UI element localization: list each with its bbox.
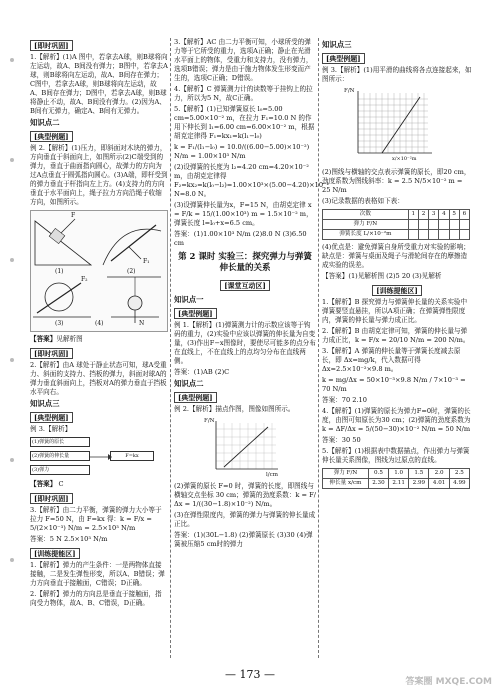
figure-label: (1) xyxy=(55,268,64,275)
paragraph: 4.【解析】C 弹簧测力计的读数等于挂钩上的拉力，所以为5 N，故C正确。 xyxy=(174,85,313,102)
axis-label: F/N xyxy=(344,88,355,94)
grid-graph xyxy=(204,417,284,479)
table-cell: 1 xyxy=(408,210,418,220)
grid-graph-figure xyxy=(344,87,440,165)
flow-box: (3)弹力 xyxy=(30,465,90,475)
table-cell: 0.5 xyxy=(368,469,388,479)
paragraph: 3.【解析】由二力平衡，弹簧的弹力大小等于拉力 F=50 N，由 F=kx 得：k = F/x = 5/(2×10⁻³) N/m = 2.5×10³ N/m xyxy=(30,506,162,532)
section-tag: [典型例题] xyxy=(322,53,365,64)
watermark: 答案圈 MXQE.COM xyxy=(405,677,492,687)
column-divider xyxy=(318,38,319,658)
table-cell: 2.30 xyxy=(368,479,388,489)
table-row xyxy=(323,479,470,489)
flow-box: (2)弹簧的伸长量 xyxy=(30,451,90,461)
paragraph: 5.【解析】(1)已知弹簧原长 l₀=5.00 cm=5.00×10⁻² m，在拉力 F₁=10.0 N 的作用下伸长到 l₁=6.00 cm=6.00×10⁻² m，根据胡克定律得 F₁=kx₁=k(l₁−l₀) xyxy=(174,105,315,140)
table-cell: 2 xyxy=(418,210,428,220)
section-tag: [即时巩固] xyxy=(30,493,73,504)
paragraph: 例 3.【解析】 xyxy=(30,425,72,433)
binding-holes xyxy=(6,40,18,660)
paragraph: 4.【解析】(1)弹簧的原长为弹力F=0时，弹簧的长度，由图可知原长为30 cm；(2)弹簧的劲度系数为 k = ΔF/Δx = 5/(50−30)×10⁻² N/m = 50 N/m xyxy=(322,407,471,433)
paragraph: 3.【解析】A 弹簧的伸长量等于弹簧长度减去原长，即 Δx=mg/k，代入数据可得 Δx=2.5×10⁻²×9.8 m。 xyxy=(322,347,461,373)
column-divider xyxy=(170,38,171,658)
section-tag: [课堂互动区] xyxy=(220,280,270,291)
data-table xyxy=(322,468,470,489)
table-cell: 弹簧长度 L/×10⁻²m xyxy=(323,230,409,240)
table-cell: 6 xyxy=(459,210,469,220)
figure-label: F₂ xyxy=(81,276,88,283)
paragraph: 例 3.【解析】(1)用平滑的曲线将各点连接起来，如图所示： xyxy=(322,66,472,83)
section-heading: 知识点三 xyxy=(322,40,352,49)
table-cell: 弹力 F/N xyxy=(323,469,369,479)
answer-line: 答案：(1)(30L−1.8) (2)弹簧原长 (3)30 (4)弹簧被压缩5 cm时的弹力 xyxy=(174,531,313,548)
table-cell: 1.0 xyxy=(389,469,409,479)
figure-label: F xyxy=(71,212,76,219)
paragraph: 1.【解析】(1)A 图中，若拿去A球，则B球将向左运动，故A、B间没有弹力；B图中，若拿去A球，则B球将向左运动，故A、B间存在弹力；C图中，若拿去A球，则B球将向左运动，故A、B间存在弹力；D图中，若拿去A球，则B球将静止不动，故A、B间没有弹力。(2)因为A、B间有无弹力，确定A、B间有无弹力。 xyxy=(30,53,168,115)
section-tag: [训练提能区] xyxy=(30,548,80,559)
data-table xyxy=(322,209,470,240)
grid-graph xyxy=(344,87,440,165)
section-tag: [典型例题] xyxy=(30,412,73,423)
section-tag: [典型例题] xyxy=(174,308,217,319)
table-cell: 2.5 xyxy=(449,469,469,479)
table-row xyxy=(323,469,470,479)
figure-label: (2) xyxy=(127,268,136,275)
force-diagram-figure xyxy=(30,210,168,332)
answer-line: 【答案】 C xyxy=(30,480,64,488)
flow-box: (1)弹簧的原长 xyxy=(30,437,90,447)
column-middle xyxy=(174,38,330,551)
axis-label: F/N xyxy=(204,418,215,424)
section-tag: [典型例题] xyxy=(174,392,217,403)
table-cell: 1.5 xyxy=(409,469,429,479)
paragraph: 3.【解析】AC 由二力平衡可知，小球所受的弹力等于它所受的重力，选项A正确；静止在光滑水平面上的物体，受重力和支持力，没有弹力，选项B错误；弹力是由于施力物体发生形变而产生的，选项C正确；D错误。 xyxy=(174,38,313,82)
table-cell: 3 xyxy=(429,210,439,220)
section-heading: 知识点三 xyxy=(30,399,60,408)
paragraph: (4)优点是：避免弹簧自身所受重力对实验的影响；缺点是：弹簧与桌面及绳子与滑轮间存在的摩擦造成实验的误差。 xyxy=(322,243,470,269)
paragraph: 例 2.【解析】描点作图，图像如图所示。 xyxy=(174,405,295,413)
table-cell: 4.99 xyxy=(449,479,469,489)
table-cell: 2.0 xyxy=(429,469,449,479)
figure-label: (3) xyxy=(55,320,64,327)
table-cell: 4 xyxy=(439,210,449,220)
formula: k = F₁/(l₁−l₀) = 10.0/((6.00−5.00)×10⁻²) N/m = 1.00×10³ N/m xyxy=(174,143,310,160)
paragraph: 1.【解析】B 探究弹力与弹簧伸长量的关系实验中弹簧要竖直悬挂，所以A项正确；在弹簧弹性限度内，弹簧的伸长量与弹力成正比。 xyxy=(322,298,468,324)
figure-label: F₁ xyxy=(143,258,150,265)
paragraph: (3)设弹簧伸长量为x，F=15 N，由胡克定律 x = F/k = 15/(1.00×10³) m = 1.5×10⁻² m，弹簧长度 l=l₀+x=6.5 cm。 xyxy=(174,201,313,227)
paragraph: (3)记录数据的表格如下表： xyxy=(322,197,404,205)
section-heading: 知识点二 xyxy=(174,379,204,388)
answer-line: 答案：(1)1.00×10³ N/m (2)8.0 N (3)6.50 cm xyxy=(174,230,307,247)
table-cell: 弹力 F/N xyxy=(323,220,409,230)
table-cell: 5 xyxy=(449,210,459,220)
lesson-title: 第 2 课时 实验三：探究弹力与弹簧伸长量的关系 xyxy=(178,252,312,273)
section-tag: [典型例题] xyxy=(30,131,73,142)
paragraph: (2)设弹簧的长度为 l₂=4.20 cm=4.20×10⁻² m，由胡克定律得 F₂=kx₂=k(l₀−l₂)=1.00×10³×(5.00−4.20)×10⁻² N=8.0 N。 xyxy=(174,163,330,198)
answer-line: 【答案】见解析图 xyxy=(30,335,83,343)
section-tag: [训练提能区] xyxy=(372,285,422,296)
paragraph: 例 1.【解析】(1)弹簧测力计的示数应该等于钩码的重力，(2)实验中应该以弹簧的伸长量为自变量，(3)作出F−x图像时，要使尽可能多的点分布在直线上，不在直线上的点均匀分布在直线两侧。 xyxy=(174,321,316,365)
paragraph: 例 2.【解析】(1)压力，即斜面对木块的弹力，方向垂直于斜面向上，如图所示(2)C端受到的弹力，垂直于曲面指向圆心，故弹力的方向为过A点垂直于圆弧指向圆心。(3)A端，即杆受到的弹力垂直于杆指向左上方。(4)支持力的方向垂直于水平面向上，绳子拉力方向沿绳子收缩方向，如图所示。 xyxy=(30,144,168,206)
section-heading: 知识点一 xyxy=(174,295,204,304)
paragraph: (2)图线与横轴的交点表示弹簧的原长，即20 cm，劲度系数为图线斜率：k = 2.5 N/5×10⁻² m = 25 N/m xyxy=(322,168,471,194)
paragraph: 2.【解析】由A 球处于静止状态可知，球A受重力、斜面的支持力、挡板的弹力，斜面对球A的弹力垂直斜面向上，挡板对A的弹力垂直于挡板水平向右。 xyxy=(30,361,167,396)
column-left xyxy=(30,38,168,610)
answer-line: 【答案】(1)见解析图 (2)5 20 (3)见解析 xyxy=(322,272,442,280)
table-cell: 2.99 xyxy=(409,479,429,489)
paragraph: (2)弹簧的原长 F=0 时，弹簧的长度，即图线与横轴交点坐标 30 cm；弹簧的劲度系数：k = F/Δx = 1/((30−1.8)×10⁻²) N/m。 xyxy=(174,482,316,508)
answer-line: 答案：70 2.10 xyxy=(322,396,367,404)
page-number: — 173 — xyxy=(225,668,275,681)
answer-line: 答案：5 N 2.5×10³ N/m xyxy=(30,535,108,543)
table-cell: 4.01 xyxy=(429,479,449,489)
flow-box: F=kx xyxy=(110,451,154,461)
table-row xyxy=(323,210,470,220)
paragraph: 2.【解析】B 由胡克定律可知，弹簧的伸长量与弹力成正比，k = F/x = 20/10 N/m = 200 N/m。 xyxy=(322,327,470,344)
table-cell: 2.11 xyxy=(389,479,409,489)
paragraph: 5.【解析】(1)根据表中数据描点，作出弹力与弹簧伸长量关系图像，图线为过原点的直线。 xyxy=(322,447,470,464)
paragraph: 2.【解析】弹力的方向总是垂直于接触面，指向受力物体，故A、B、C错误，D正确。 xyxy=(30,590,162,607)
table-row xyxy=(323,220,470,230)
paragraph: 1.【解析】弹力的产生条件：一是两物体直接接触，二是发生弹性形变，所以A、B错误；弹力方向垂直于接触面，C错误；D正确。 xyxy=(30,561,165,587)
figure-label: (4) xyxy=(95,320,104,327)
column-right xyxy=(322,38,472,492)
axis-label: x/×10⁻²m xyxy=(392,156,417,162)
section-tag: [即时巩固] xyxy=(30,40,73,51)
formula: k = mg/Δx = 50×10⁻³×9.8 N/m / 7×10⁻³ = 70 N/m xyxy=(322,376,466,393)
section-tag: [即时巩固] xyxy=(30,348,73,359)
axis-label: l/cm xyxy=(266,472,278,478)
table-row xyxy=(323,230,470,240)
answer-line: 答案：(1)AB (2)C xyxy=(174,368,230,376)
figure-label: N xyxy=(139,320,145,327)
table-cell: 次数 xyxy=(323,210,409,220)
flow-arrow xyxy=(90,437,112,477)
section-heading: 知识点二 xyxy=(30,118,60,127)
answer-line: 答案：30 50 xyxy=(322,436,361,444)
table-cell: 伸长量 x/cm xyxy=(323,479,369,489)
flowchart xyxy=(30,437,168,477)
grid-graph-figure xyxy=(204,417,284,479)
paragraph: (3)在弹性限度内，弹簧的弹力与弹簧的伸长量成正比。 xyxy=(174,511,316,528)
